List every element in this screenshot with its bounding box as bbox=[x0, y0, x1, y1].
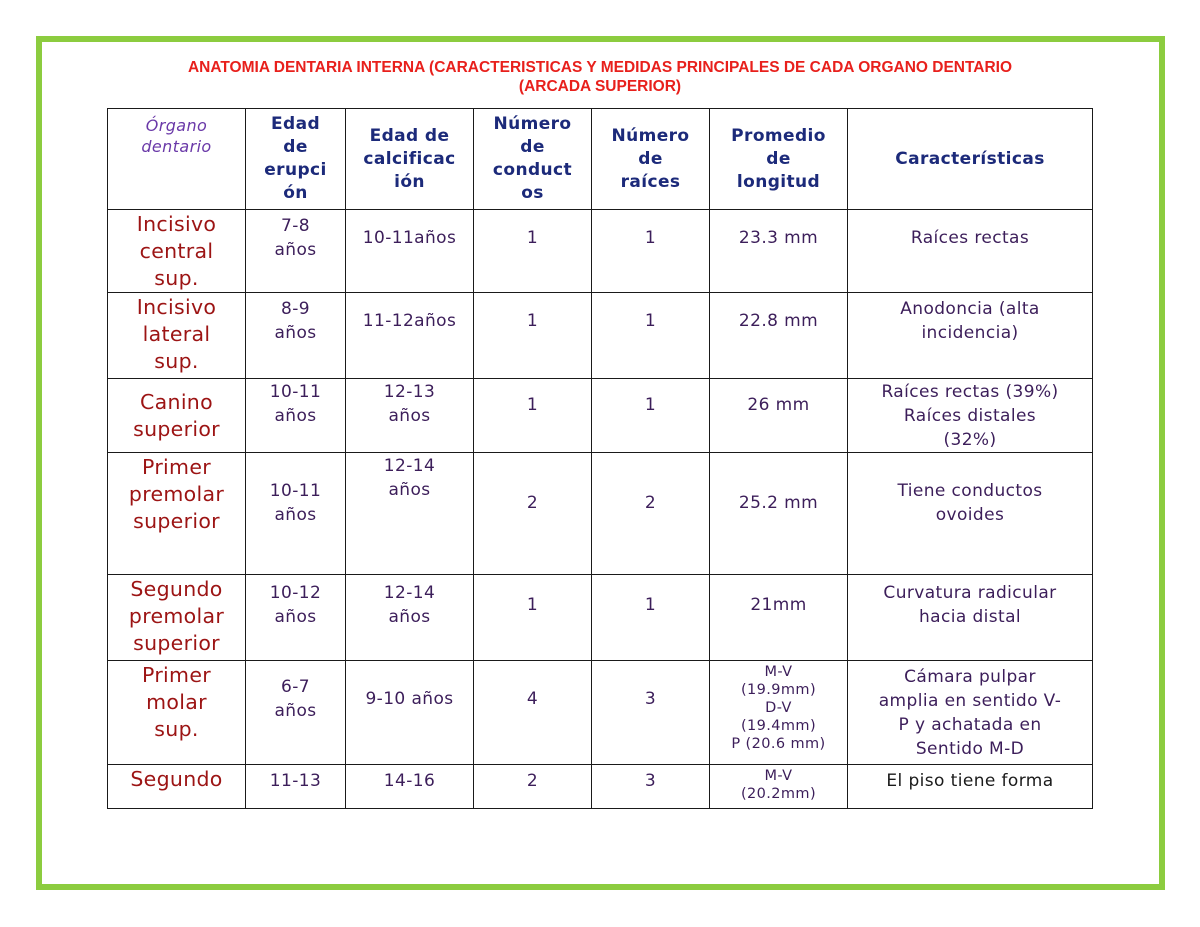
cell-canals: 2 bbox=[474, 453, 592, 575]
cell-eruption: 10-11 años bbox=[246, 453, 346, 575]
cell-characteristics: El piso tiene forma bbox=[848, 765, 1093, 809]
cell-organ: Segundo bbox=[108, 765, 246, 809]
cell-organ: Primer molar sup. bbox=[108, 661, 246, 765]
cell-organ: Segundo premolar superior bbox=[108, 575, 246, 661]
cell-calcification: 10-11años bbox=[346, 210, 474, 293]
title-line-1: ANATOMIA DENTARIA INTERNA (CARACTERISTICAS Y MEDIDAS PRINCIPALES DE CADA ORGANO DENTARIO bbox=[187, 59, 1013, 76]
cell-roots: 3 bbox=[592, 661, 710, 765]
table-row bbox=[108, 661, 1093, 765]
cell-calcification: 14-16 bbox=[346, 765, 474, 809]
table-row bbox=[108, 453, 1093, 575]
cell-canals: 1 bbox=[474, 210, 592, 293]
cell-length: M-V (20.2mm) bbox=[710, 765, 848, 809]
header-characteristics: Características bbox=[848, 109, 1093, 210]
cell-canals: 4 bbox=[474, 661, 592, 765]
dental-anatomy-table bbox=[107, 108, 1093, 809]
cell-calcification: 12-14 años bbox=[346, 453, 474, 575]
title-line-2: (ARCADA SUPERIOR) bbox=[518, 78, 682, 95]
cell-calcification: 12-14 años bbox=[346, 575, 474, 661]
document-title bbox=[60, 58, 1140, 96]
cell-length: 21mm bbox=[710, 575, 848, 661]
cell-canals: 1 bbox=[474, 575, 592, 661]
cell-length: 26 mm bbox=[710, 379, 848, 453]
cell-organ: Primer premolar superior bbox=[108, 453, 246, 575]
cell-roots: 1 bbox=[592, 575, 710, 661]
cell-characteristics: Cámara pulpar amplia en sentido V- P y achatada en Sentido M-D bbox=[848, 661, 1093, 765]
cell-roots: 2 bbox=[592, 453, 710, 575]
cell-length: 22.8 mm bbox=[710, 293, 848, 379]
cell-characteristics: Anodoncia (alta incidencia) bbox=[848, 293, 1093, 379]
cell-organ: Canino superior bbox=[108, 379, 246, 453]
cell-roots: 1 bbox=[592, 293, 710, 379]
cell-eruption: 6-7 años bbox=[246, 661, 346, 765]
dental-table-container bbox=[107, 108, 1093, 809]
cell-length: 25.2 mm bbox=[710, 453, 848, 575]
header-eruption: Edad de erupci ón bbox=[246, 109, 346, 210]
cell-roots: 1 bbox=[592, 379, 710, 453]
cell-organ: Incisivo central sup. bbox=[108, 210, 246, 293]
table-row bbox=[108, 293, 1093, 379]
table-row bbox=[108, 210, 1093, 293]
table-row bbox=[108, 379, 1093, 453]
cell-length: 23.3 mm bbox=[710, 210, 848, 293]
cell-eruption: 8-9 años bbox=[246, 293, 346, 379]
cell-characteristics: Tiene conductos ovoides bbox=[848, 453, 1093, 575]
table-row bbox=[108, 765, 1093, 809]
header-length: Promedio de longitud bbox=[710, 109, 848, 210]
cell-roots: 1 bbox=[592, 210, 710, 293]
cell-organ: Incisivo lateral sup. bbox=[108, 293, 246, 379]
cell-length: M-V (19.9mm) D-V (19.4mm) P (20.6 mm) bbox=[710, 661, 848, 765]
header-row bbox=[108, 109, 1093, 210]
cell-canals: 1 bbox=[474, 379, 592, 453]
cell-canals: 2 bbox=[474, 765, 592, 809]
cell-eruption: 10-12 años bbox=[246, 575, 346, 661]
header-roots: Número de raíces bbox=[592, 109, 710, 210]
cell-characteristics: Raíces rectas bbox=[848, 210, 1093, 293]
cell-eruption: 7-8 años bbox=[246, 210, 346, 293]
cell-characteristics: Raíces rectas (39%) Raíces distales (32%) bbox=[848, 379, 1093, 453]
cell-roots: 3 bbox=[592, 765, 710, 809]
cell-calcification: 12-13 años bbox=[346, 379, 474, 453]
cell-eruption: 11-13 bbox=[246, 765, 346, 809]
header-organ: Órgano dentario bbox=[108, 109, 246, 210]
table-row bbox=[108, 575, 1093, 661]
cell-calcification: 11-12años bbox=[346, 293, 474, 379]
cell-eruption: 10-11 años bbox=[246, 379, 346, 453]
header-canals: Número de conduct os bbox=[474, 109, 592, 210]
cell-calcification: 9-10 años bbox=[346, 661, 474, 765]
header-calcification: Edad de calcificac ión bbox=[346, 109, 474, 210]
cell-canals: 1 bbox=[474, 293, 592, 379]
cell-characteristics: Curvatura radicular hacia distal bbox=[848, 575, 1093, 661]
